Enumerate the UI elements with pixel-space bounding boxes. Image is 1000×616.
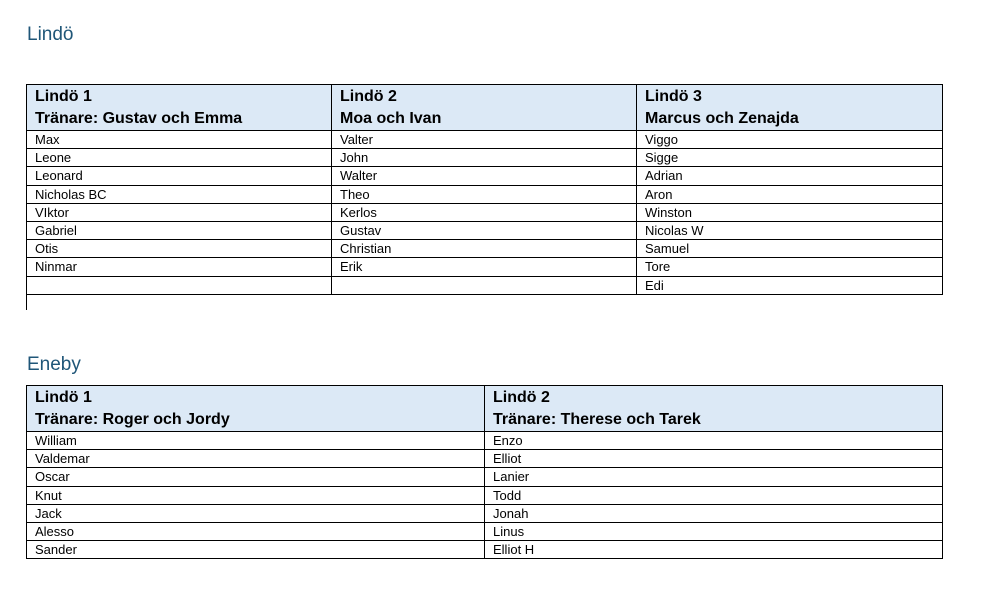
player-cell: Tore: [637, 258, 943, 276]
table-row: [27, 486, 943, 504]
group-header-lindo-2: [332, 85, 637, 131]
section-title-eneby: Eneby: [27, 354, 81, 375]
text-cursor: [26, 294, 27, 310]
table-row: [27, 504, 943, 522]
player-cell: Elliot H: [485, 541, 943, 559]
table-row: [27, 221, 943, 239]
player-cell: Max: [27, 131, 332, 149]
player-cell: Jonah: [485, 504, 943, 522]
group-coaches: Moa och Ivan: [340, 110, 442, 127]
table-row: [27, 258, 943, 276]
group-header-lindo-1: [27, 386, 485, 432]
group-coaches: Tränare: Roger och Jordy: [35, 411, 230, 428]
player-cell: Gabriel: [27, 221, 332, 239]
player-cell: [332, 276, 637, 294]
player-cell: Aron: [637, 185, 943, 203]
player-cell: Christian: [332, 240, 637, 258]
player-cell: Erik: [332, 258, 637, 276]
player-cell: William: [27, 432, 485, 450]
player-cell: Ninmar: [27, 258, 332, 276]
player-cell: Edi: [637, 276, 943, 294]
player-cell: Leonard: [27, 167, 332, 185]
table-row: [27, 240, 943, 258]
group-name: Lindö 1: [35, 389, 92, 406]
player-cell: Valter: [332, 131, 637, 149]
group-name: Lindö 2: [493, 389, 550, 406]
player-cell: Otis: [27, 240, 332, 258]
group-name: Lindö 3: [645, 88, 702, 105]
table-row: [27, 203, 943, 221]
group-table-lindo: [26, 84, 943, 295]
table-row: [27, 167, 943, 185]
player-cell: Sigge: [637, 149, 943, 167]
section-title-lindo: Lindö: [27, 24, 74, 45]
player-cell: Kerlos: [332, 203, 637, 221]
player-cell: Linus: [485, 522, 943, 540]
table-row: [27, 276, 943, 294]
player-cell: John: [332, 149, 637, 167]
group-header-lindo-2: [485, 386, 943, 432]
table-row: [27, 541, 943, 559]
player-cell: Samuel: [637, 240, 943, 258]
group-coaches: Tränare: Gustav och Emma: [35, 110, 243, 127]
player-cell: Winston: [637, 203, 943, 221]
group-coaches: Tränare: Therese och Tarek: [493, 411, 701, 428]
player-cell: Oscar: [27, 468, 485, 486]
player-cell: Sander: [27, 541, 485, 559]
player-cell: Alesso: [27, 522, 485, 540]
player-cell: Gustav: [332, 221, 637, 239]
player-cell: Nicolas W: [637, 221, 943, 239]
table-row: [27, 468, 943, 486]
player-cell: Nicholas BC: [27, 185, 332, 203]
player-cell: VIktor: [27, 203, 332, 221]
table-header-row: [27, 386, 943, 432]
group-name: Lindö 2: [340, 88, 397, 105]
group-table-eneby: [26, 385, 943, 559]
player-cell: Enzo: [485, 432, 943, 450]
player-cell: Elliot: [485, 450, 943, 468]
player-cell: Valdemar: [27, 450, 485, 468]
player-cell: Walter: [332, 167, 637, 185]
group-header-lindo-3: [637, 85, 943, 131]
player-cell: Viggo: [637, 131, 943, 149]
table-row: [27, 522, 943, 540]
table-row: [27, 131, 943, 149]
player-cell: Jack: [27, 504, 485, 522]
table-row: [27, 185, 943, 203]
player-cell: Leone: [27, 149, 332, 167]
table-row: [27, 149, 943, 167]
table-row: [27, 450, 943, 468]
player-cell: [27, 276, 332, 294]
player-cell: Lanier: [485, 468, 943, 486]
group-coaches: Marcus och Zenajda: [645, 110, 799, 127]
player-cell: Theo: [332, 185, 637, 203]
player-cell: Knut: [27, 486, 485, 504]
table-header-row: [27, 85, 943, 131]
player-cell: Adrian: [637, 167, 943, 185]
group-header-lindo-1: [27, 85, 332, 131]
table-row: [27, 432, 943, 450]
group-name: Lindö 1: [35, 88, 92, 105]
player-cell: Todd: [485, 486, 943, 504]
